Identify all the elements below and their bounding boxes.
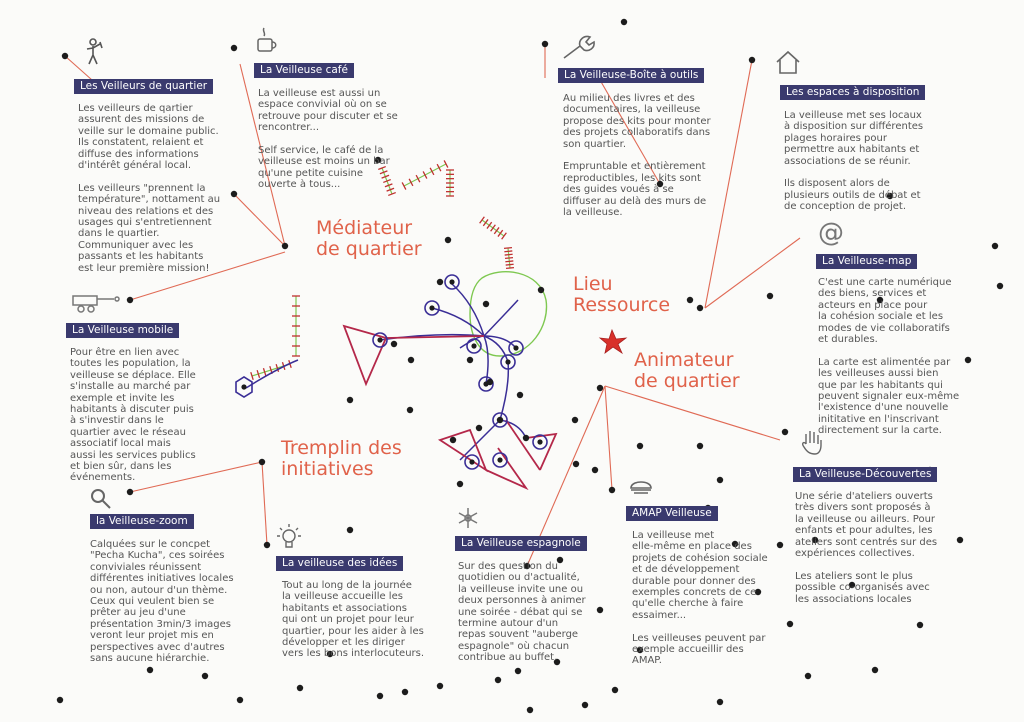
text-amap: La veilleuse met elle-même en place des projets de cohésion sociale et de développement durable pour donner des exemples concrets de ce qu'elle cherche à faire essaimer... Les veilleuses peuvent par exemple accueillir des AMAP. [632, 530, 768, 667]
dot [264, 542, 270, 548]
dot [147, 667, 153, 673]
dot [749, 57, 755, 63]
dot [377, 693, 383, 699]
ring-center [449, 279, 454, 284]
ring-center [429, 305, 434, 310]
text-espaces: La veilleuse met ses locaux à disposition sur différentes plages horaires pour permettre aux habitants et associations de se réunir. Ils disposent alors de plusieurs outils de débat et de conception de projet. [784, 110, 924, 213]
title-boite: La Veilleuse-Boîte à outils [558, 68, 704, 83]
dot [515, 668, 521, 674]
title-veilleurs: Les Veilleurs de quartier [74, 79, 213, 94]
title-cafe: La Veilleuse café [254, 63, 354, 78]
text-cafe: La veilleuse est aussi un espace convivial où on se retrouve pour discuter et se rencontrer... Self service, le café de la veilleuse est moins un bar qu'une petite cuisine ouverte à tous... [258, 88, 398, 191]
dot [621, 19, 627, 25]
blue-link [484, 300, 518, 336]
dot [517, 392, 523, 398]
dot [523, 435, 529, 441]
heading-animateur: Animateur de quartier [634, 349, 740, 392]
dot [687, 297, 693, 303]
dot [573, 461, 579, 467]
dot [347, 527, 353, 533]
worker-icon [84, 38, 106, 70]
hatch-tick [437, 164, 441, 171]
dot [592, 467, 598, 473]
hatch-tick [494, 227, 499, 233]
at-sign-icon: @ [818, 218, 844, 248]
hatch-tick [444, 160, 448, 167]
dot [391, 341, 397, 347]
dot [777, 542, 783, 548]
hatch-tick [430, 168, 434, 175]
hatch-tick [498, 230, 503, 236]
hatch-tick [506, 268, 514, 269]
dot [476, 425, 482, 431]
dot [997, 283, 1003, 289]
dot [62, 53, 68, 59]
hatch-tick [416, 175, 420, 182]
red-link [506, 420, 540, 470]
dot [542, 41, 548, 47]
dot [612, 687, 618, 693]
dot [437, 683, 443, 689]
dot [717, 699, 723, 705]
hatch-tick [402, 182, 406, 189]
hatch-tick [491, 225, 496, 231]
dot [597, 607, 603, 613]
green-blob [470, 272, 547, 356]
title-map: La Veilleuse-map [816, 254, 917, 269]
dot [282, 243, 288, 249]
coffee-cup-icon [255, 26, 281, 60]
red-star-icon [600, 330, 626, 353]
dot [495, 677, 501, 683]
dot [872, 667, 878, 673]
dot [582, 702, 588, 708]
dot [697, 305, 703, 311]
cart-icon [70, 290, 120, 318]
dot [805, 673, 811, 679]
hatch-tick [480, 217, 485, 223]
title-decouvertes: La Veilleuse-Découvertes [793, 467, 937, 482]
red-link [344, 326, 386, 384]
red-link [526, 434, 556, 470]
ring-center [469, 459, 474, 464]
red-link [386, 336, 484, 338]
hatch-tick [504, 251, 512, 252]
dot [237, 697, 243, 703]
dot [450, 437, 456, 443]
dot [231, 191, 237, 197]
hatch-tick [487, 222, 492, 228]
dot [572, 417, 578, 423]
text-decouvertes: Une série d'ateliers ouverts très divers sont proposés à la veilleuse ou ailleurs. Pour enfants et pour adultes, les ateliers sont centrés sur des expériences collectives. Les ateliers sont le plus possible co-organisés avec les associations locales [795, 491, 938, 605]
title-amap: AMAP Veilleuse [626, 506, 718, 521]
dot [917, 622, 923, 628]
wrench-icon [560, 34, 602, 66]
dot [259, 459, 265, 465]
hatch-tick [505, 254, 513, 255]
dot [717, 477, 723, 483]
text-veilleurs: Les veilleurs de qartier assurent des missions de veille sur le domaine public. Ils constatent, relaient et diffuse des informations d'intérêt général local. Les veilleurs "prennent la température", nottament au niveau des relations et des usages qui s'entretiennent dans le quartier. Communiquer avec les passants et les habitants est leur première mission! [78, 103, 221, 274]
hatch-tick [506, 264, 514, 265]
hatch-tick [504, 248, 512, 249]
text-zoom: Calquées sur le concpet "Pecha Kucha", ces soirées conviviales réunissent différentes initiatives locales ou non, autour d'un thème. Ceux qui veulent bien se prêter au jeu d'une présentation 3min/3 images veront leur projet mis en perspectives avec d'autres sans aucune hiérarchie. [90, 539, 234, 665]
ring-center [377, 337, 382, 342]
dot [965, 357, 971, 363]
dot [697, 443, 703, 449]
dot [402, 689, 408, 695]
ring-center [513, 345, 518, 350]
hatch-tick [505, 258, 513, 259]
dot [202, 673, 208, 679]
title-mobile: La Veilleuse mobile [66, 323, 179, 338]
title-espagnole: La Veilleuse espagnole [455, 536, 587, 551]
ring-center [537, 439, 542, 444]
text-map: C'est une carte numérique des biens, services et acteurs en place pour la cohésion sociale et les modes de vie collaboratifs et durables. La carte est alimentée par les veilleuses aussi bien que par les habitants qui peuvent signaler eux-même l'existence d'une nouvelle inititative en l'inscrivant directement sur la carte. [818, 277, 960, 437]
ring-center [505, 359, 510, 364]
title-zoom: la Veilleuse-zoom [90, 514, 194, 529]
dot [609, 487, 615, 493]
title-idees: La veilleuse des idées [276, 556, 403, 571]
dot [767, 293, 773, 299]
ring-center [471, 343, 476, 348]
title-espaces: Les espaces à disposition [780, 85, 925, 100]
dot [445, 237, 451, 243]
dot [497, 417, 503, 423]
dot [992, 243, 998, 249]
snowflake-icon [456, 506, 480, 534]
text-idees: Tout au long de la journée la veilleuse accueille les habitants et associations qui ont un projet pour leur quartier, pour les aider à les développer et les diriger vers les bons interlocuteurs. [282, 580, 425, 660]
dot [487, 379, 493, 385]
dot [637, 443, 643, 449]
house-icon [774, 48, 802, 80]
dot [231, 45, 237, 51]
text-mobile: Pour être en lien avec toutes les population, la veilleuse se déplace. Elle s'installe au marché par exemple et invite les habitants à discuter puis à s'investir dans le quartier avec le réseau associatif local mais aussi les services publics et bien sûr, dans les événements. [70, 347, 196, 484]
hexagon-center [241, 384, 246, 389]
heading-tremplin: Tremplin des initiatives [281, 437, 402, 480]
dot [127, 297, 133, 303]
dot [782, 429, 788, 435]
dot [538, 287, 544, 293]
dot [483, 301, 489, 307]
dot [347, 397, 353, 403]
dot [408, 357, 414, 363]
heading-lieu-ressource: Lieu Ressource [573, 273, 671, 316]
dot [57, 697, 63, 703]
blue-link [452, 284, 484, 336]
text-boite: Au milieu des livres et des documentaires, la veilleuse propose des kits pour monter des projets collaboratifs dans son quartier. Empruntable et entièrement reproductibles, les kits sont des guides voués à se diffuser au delà des murs de la veilleuse. [563, 93, 711, 219]
heading-mediateur: Médiateur de quartier [316, 217, 422, 260]
dot [127, 489, 133, 495]
hatch-tick [423, 171, 427, 178]
dot [407, 407, 413, 413]
lightbulb-icon [276, 522, 302, 556]
text-espagnole: Sur des question du quotidien ou d'actualité, la veilleuse invite une ou deux personnes à animer une soirée - débat qui se termine autour d'un repas souvent "auberge espagnole" où chacun contribue au buffet. [458, 561, 586, 664]
dot [527, 707, 533, 713]
red-link [486, 448, 526, 488]
blue-link [432, 308, 484, 336]
dot [437, 279, 443, 285]
magnifier-icon [90, 488, 112, 514]
hatch-tick [502, 233, 507, 239]
hatch-tick [505, 261, 513, 262]
hatch-tick [483, 219, 488, 225]
ring-center [497, 457, 502, 462]
dot [787, 621, 793, 627]
dot [457, 481, 463, 487]
dot [297, 685, 303, 691]
dot [597, 385, 603, 391]
blue-link [500, 362, 508, 420]
bowl-icon [628, 476, 654, 504]
hatch-tick [409, 179, 413, 186]
dot [957, 537, 963, 543]
dot [467, 357, 473, 363]
